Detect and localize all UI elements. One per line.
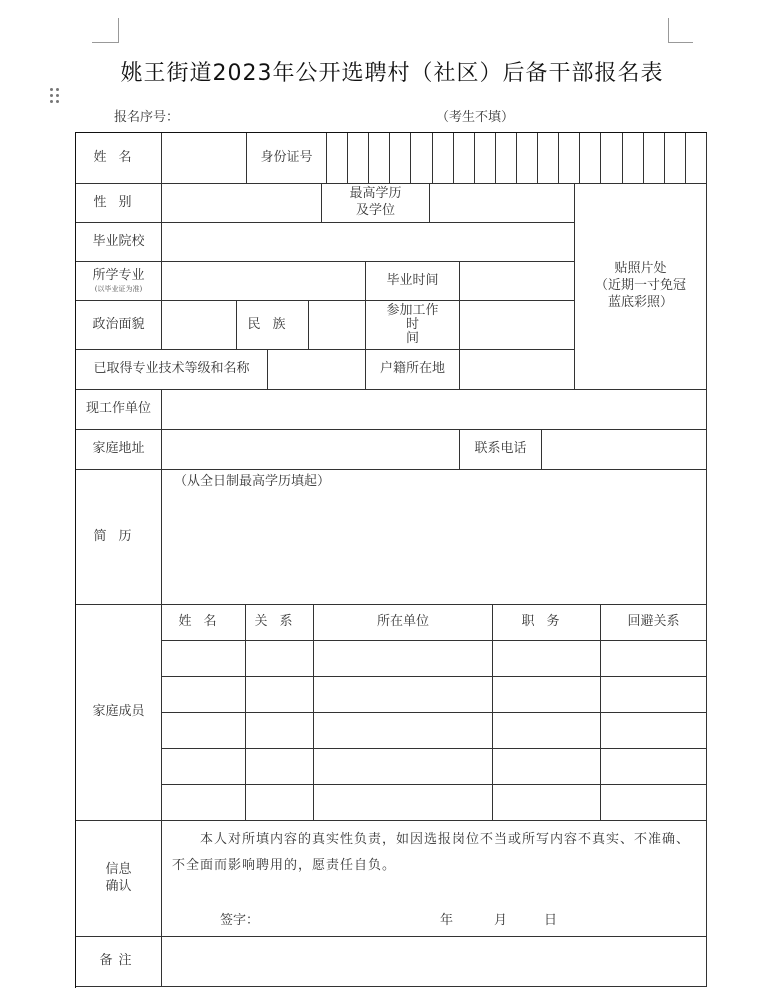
id-digit-cell[interactable] (454, 133, 475, 184)
family-member-cell[interactable] (493, 713, 601, 749)
id-digit-cell[interactable] (644, 133, 665, 184)
family-member-cell[interactable] (314, 677, 493, 713)
resume-hint: （从全日制最高学历填起） (174, 474, 331, 489)
registration-form-table (75, 132, 707, 988)
qualifications-label: 已取得专业技术等级和名称 (76, 350, 268, 390)
declaration-text: 本人对所填内容的真实性负责，如因选报岗位不当或所写内容不真实、不准确、不全面而影响聘用的，愿责任自负。 (172, 832, 691, 873)
family-member-cell[interactable] (246, 749, 314, 785)
address-label: 家庭地址 (76, 430, 162, 470)
id-number-label: 身份证号 (247, 133, 327, 184)
family-member-cell[interactable] (314, 641, 493, 677)
remarks-field[interactable] (162, 937, 707, 987)
major-note: (以毕业证为准) (94, 284, 143, 293)
family-member-cell[interactable] (162, 749, 246, 785)
confirm-label (76, 821, 162, 937)
id-digit-cell[interactable] (601, 133, 623, 184)
family-members-label: 家庭成员 (76, 605, 162, 821)
family-member-cell[interactable] (162, 785, 246, 821)
family-header-cell: 关系 (246, 605, 314, 641)
school-field[interactable] (162, 223, 575, 262)
id-digit-cell[interactable] (686, 133, 707, 184)
id-digit-cell[interactable] (665, 133, 686, 184)
family-member-cell[interactable] (601, 641, 707, 677)
employer-field[interactable] (162, 390, 707, 430)
family-member-cell[interactable] (314, 749, 493, 785)
table-move-handle-icon[interactable] (50, 88, 62, 104)
id-digit-cell[interactable] (369, 133, 390, 184)
political-status-label: 政治面貌 (76, 301, 162, 350)
id-digit-cell[interactable] (327, 133, 348, 184)
id-digit-cell[interactable] (580, 133, 601, 184)
work-start-label-line2: 时 (405, 316, 419, 332)
name-field[interactable] (162, 133, 247, 184)
day-label: 日 (544, 913, 558, 928)
registration-number-note: （考生不填） (436, 110, 515, 125)
family-member-cell[interactable] (162, 677, 246, 713)
family-member-cell[interactable] (162, 641, 246, 677)
signature-label: 签字： (220, 913, 260, 928)
family-member-cell[interactable] (493, 785, 601, 821)
family-header-cell: 职务 (493, 605, 601, 641)
resume-field[interactable] (162, 470, 707, 605)
education-label (322, 184, 430, 223)
resume-label: 简历 (76, 470, 162, 605)
photo-label-line3: 蓝底彩照） (607, 294, 673, 310)
major-field[interactable] (162, 262, 366, 301)
household-field[interactable] (460, 350, 575, 390)
qualifications-field[interactable] (268, 350, 366, 390)
family-member-cell[interactable] (601, 749, 707, 785)
family-member-cell[interactable] (246, 713, 314, 749)
graduation-time-label: 毕业时间 (366, 262, 460, 301)
document-title: 姚王街道2023年公开选聘村（社区）后备干部报名表 (120, 61, 664, 86)
photo-label-line2: （近期一寸免冠 (594, 278, 686, 294)
month-label: 月 (494, 913, 508, 928)
family-member-cell[interactable] (493, 749, 601, 785)
political-status-field[interactable] (162, 301, 237, 350)
family-member-cell[interactable] (314, 713, 493, 749)
school-label: 毕业院校 (76, 223, 162, 262)
work-start-label-line1: 参加工作 (386, 302, 439, 318)
graduation-time-field[interactable] (460, 262, 575, 301)
household-label: 户籍所在地 (366, 350, 460, 390)
id-digit-cell[interactable] (517, 133, 538, 184)
crop-mark-top-right (668, 18, 693, 43)
family-header-cell: 姓名 (162, 605, 246, 641)
education-field[interactable] (430, 184, 575, 223)
confirm-label-line2: 确认 (105, 878, 132, 894)
major-label (76, 262, 162, 301)
major-label-text: 所学专业 (92, 268, 145, 283)
family-member-cell[interactable] (246, 785, 314, 821)
phone-field[interactable] (542, 430, 707, 470)
ethnicity-label: 民族 (237, 301, 309, 350)
family-member-cell[interactable] (493, 641, 601, 677)
id-digit-cell[interactable] (538, 133, 559, 184)
family-member-cell[interactable] (246, 641, 314, 677)
address-field[interactable] (162, 430, 460, 470)
ethnicity-field[interactable] (309, 301, 366, 350)
phone-label: 联系电话 (460, 430, 542, 470)
remarks-label: 备注 (76, 937, 162, 987)
family-member-cell[interactable] (601, 785, 707, 821)
employer-label: 现工作单位 (76, 390, 162, 430)
gender-field[interactable] (162, 184, 322, 223)
year-label: 年 (440, 913, 454, 928)
education-label-line1: 最高学历 (349, 186, 402, 202)
education-label-line2: 及学位 (355, 203, 395, 218)
crop-mark-top-left (92, 18, 119, 43)
id-digit-cell[interactable] (411, 133, 433, 184)
family-member-cell[interactable] (601, 713, 707, 749)
family-member-cell[interactable] (314, 785, 493, 821)
name-label: 姓名 (76, 133, 162, 184)
gender-label: 性别 (76, 184, 162, 223)
id-digit-cell[interactable] (475, 133, 496, 184)
family-member-cell[interactable] (162, 713, 246, 749)
family-header-cell: 所在单位 (314, 605, 493, 641)
id-digit-cell[interactable] (496, 133, 517, 184)
id-digit-cell[interactable] (433, 133, 454, 184)
photo-placeholder[interactable] (575, 184, 707, 390)
confirm-label-line1: 信息 (105, 861, 132, 877)
id-digit-cell[interactable] (623, 133, 644, 184)
work-start-time-label (366, 301, 460, 350)
family-member-cell[interactable] (246, 677, 314, 713)
family-header-cell: 回避关系 (601, 605, 707, 641)
photo-label-line1: 贴照片处 (614, 261, 667, 277)
id-digit-cell[interactable] (348, 133, 369, 184)
id-digit-cell[interactable] (390, 133, 411, 184)
work-start-label-line3: 间 (405, 331, 419, 347)
family-member-cell[interactable] (601, 677, 707, 713)
work-start-time-field[interactable] (460, 301, 575, 350)
family-member-cell[interactable] (493, 677, 601, 713)
registration-number-label: 报名序号： (114, 110, 180, 125)
declaration-box (162, 821, 707, 937)
id-digit-cell[interactable] (559, 133, 580, 184)
